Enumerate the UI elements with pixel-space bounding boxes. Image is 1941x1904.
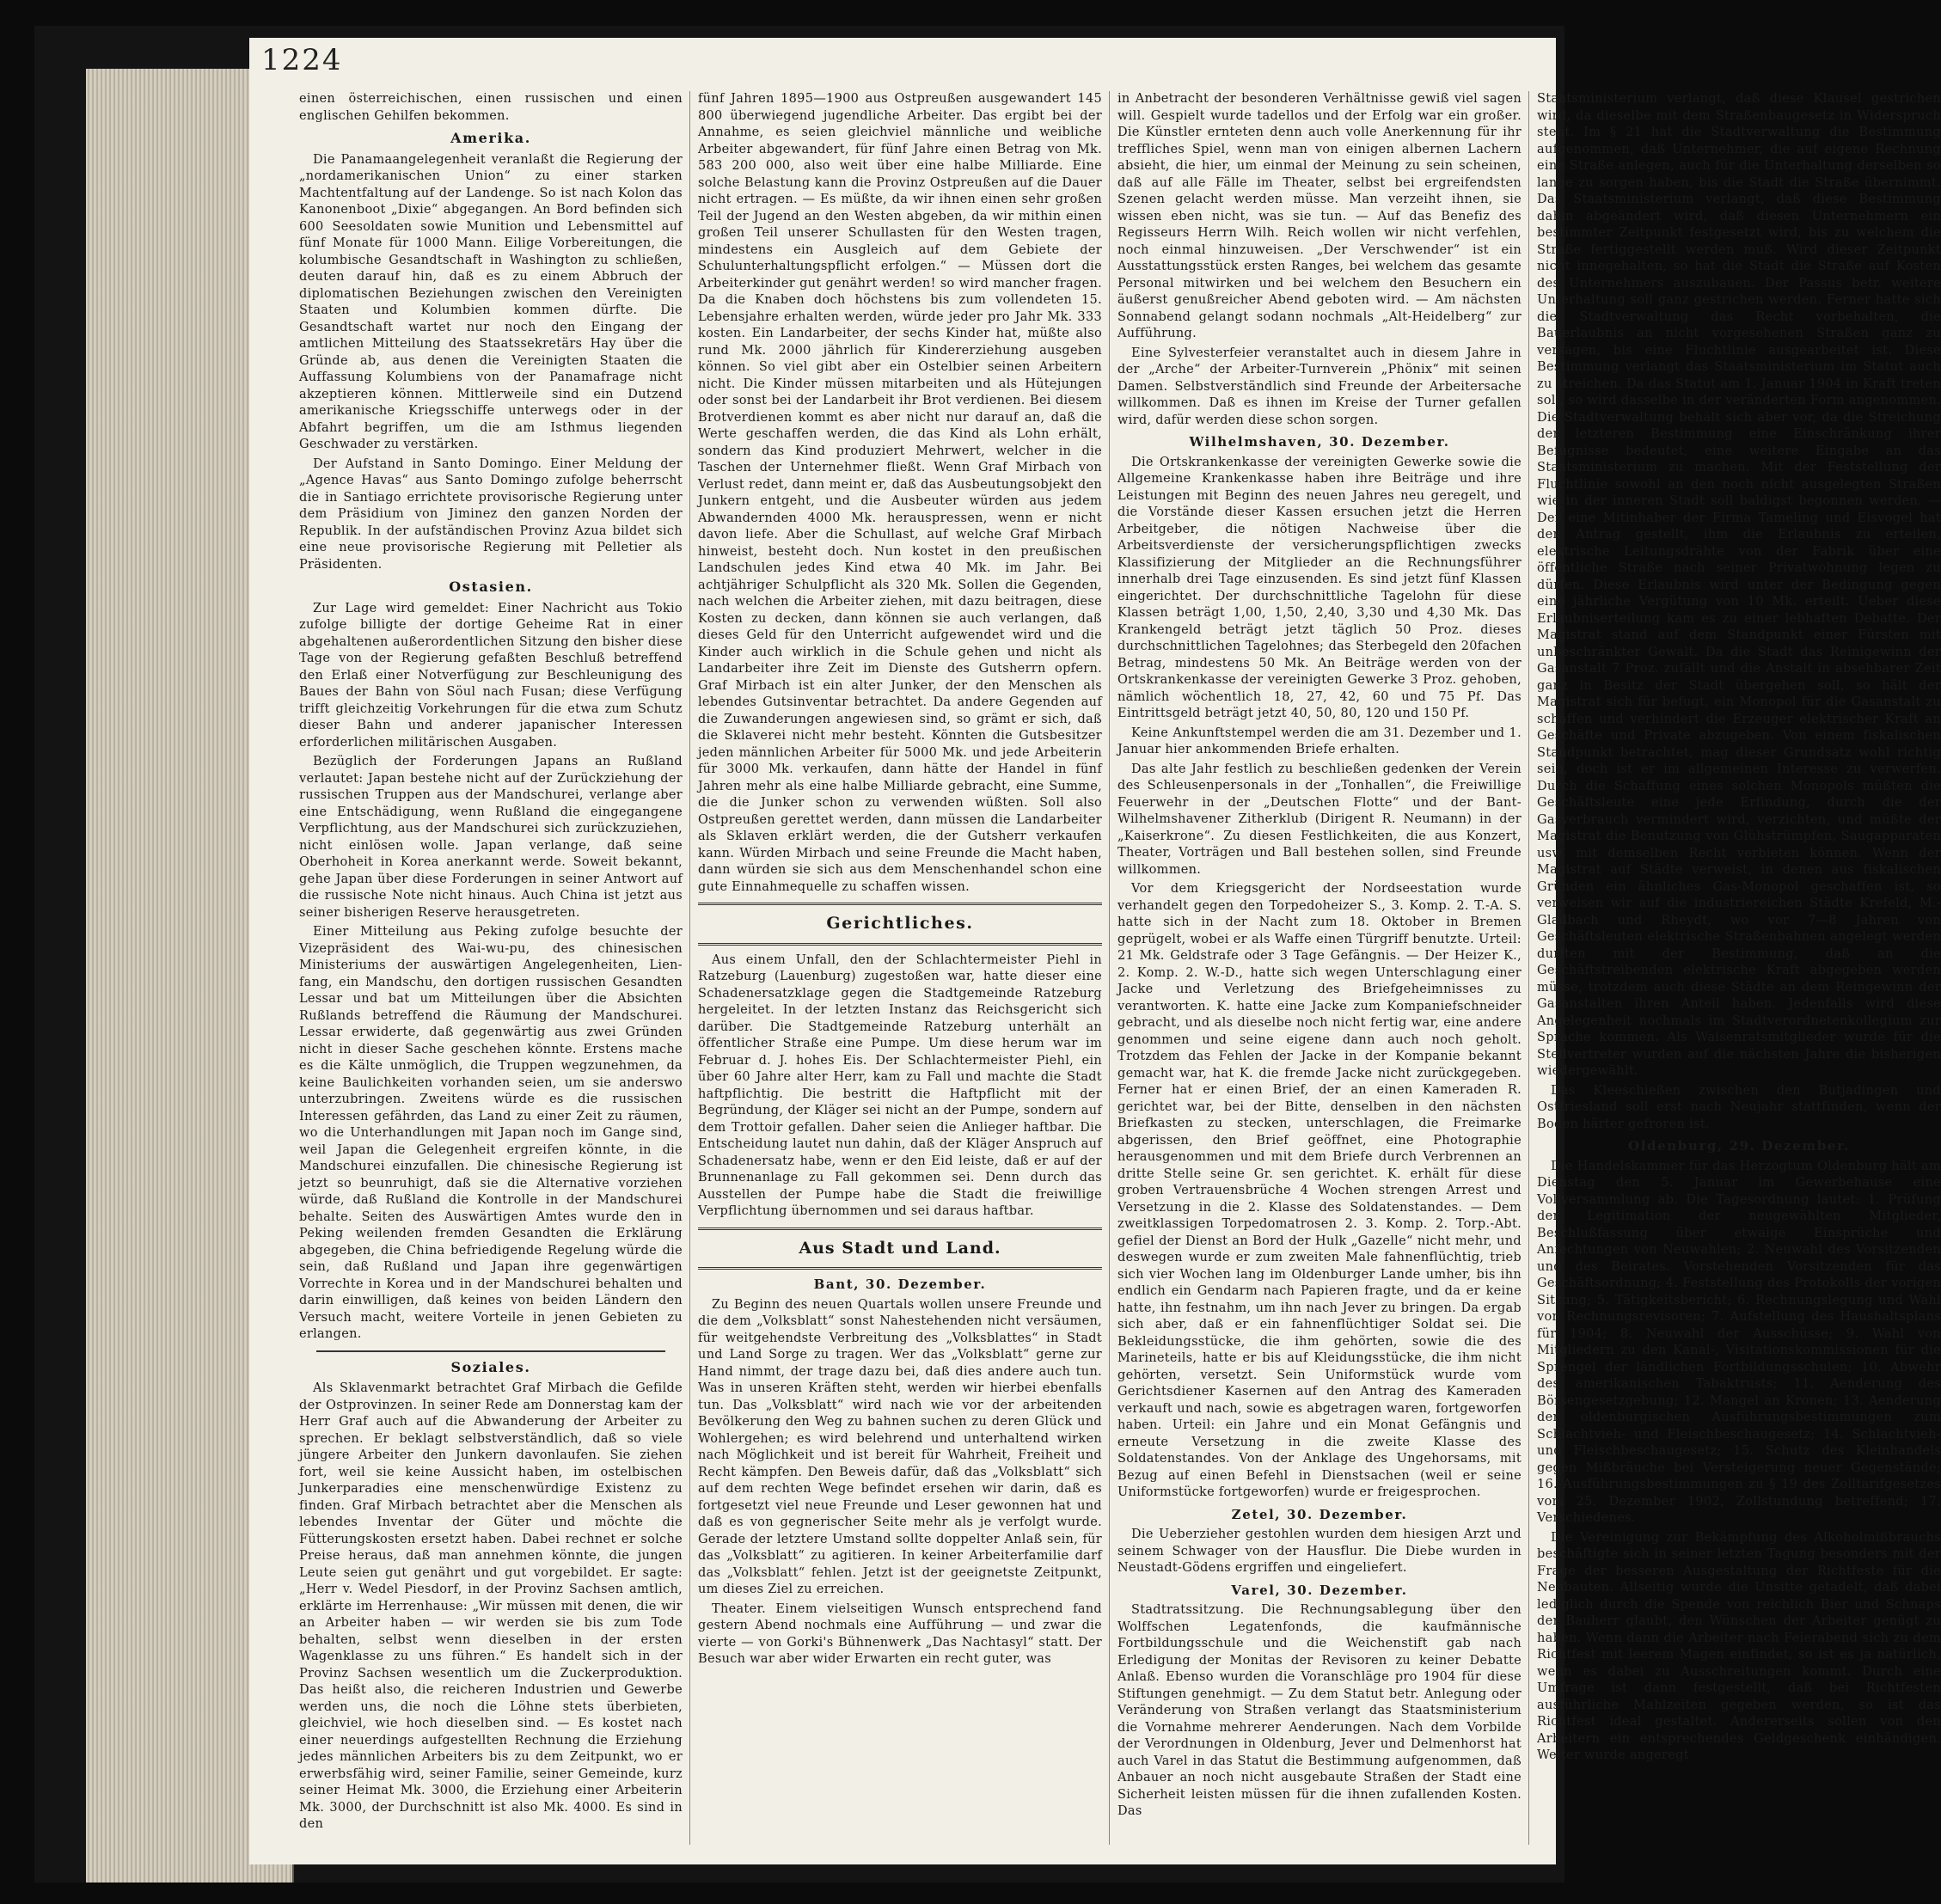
article-paragraph: Die Panamaangelegenheit veranlaßt die Regierung der „nordamerikanischen Union“ zu einer starken Machtentfaltung auf der Landenge. So ist nach Kolon das Kanonenboot „Dixie“ abgegangen. An Bord befinden sich 600 Seesoldaten sowie Munition und Lebensmittel auf fünf Monate für 1000 Mann. Eilige Vorbereitungen, die kolumbische Gesandtschaft in Washington zu schließen, deuten darauf hin, daß es zu einem Abbruch der diplomatischen Beziehungen zwischen den Vereinigten Staaten und Kolumbien kommen dürfte. Die Gesandtschaft wartet nur noch den Eingang der amtlichen Mitteilung des Staatssekretärs Hay über die Gründe ab, aus denen die Vereinigten Staaten die Auffassung Kolumbiens von der Panamafrage nicht akzeptieren können. Mittlerweile sind ein Dutzend amerikanische Kriegsschiffe unterwegs oder in der Abfahrt begriffen, um die am Isthmus liegenden Geschwader zu verstärken. [299,152,683,451]
article-paragraph: Zur Lage wird gemeldet: Einer Nachricht aus Tokio zufolge billigte der dortige Geheime Rat in einer abgehaltenen außerordentlichen Sitzung den bisher diese Tage von der Regierung gefaßten Beschluß betreffend den Erlaß einer Notverfügung zur Beschleunigung des Baues der Bahn von Söul nach Fusan; diese Verfügung trifft gleichzeitig Vorkehrungen für die etwa zum Schutz dieser Bahn und anderer japanischer Interessen erforderlichen militärischen Ausgaben. [299,601,683,750]
dateline: Oldenburg, 29. Dezember. [1628,1138,1850,1154]
article-paragraph: Keine Ankunftstempel werden die am 31. Dezember und 1. Januar hier ankommenden Briefe erhalten. [1117,725,1522,756]
column-3 [1117,91,1522,1845]
page-number: 1224 [261,43,343,77]
column-4 [1537,91,1941,1845]
dateline: Varel, 30. Dezember. [1231,1582,1408,1598]
article-paragraph: in Anbetracht der besonderen Verhältnisse gewiß viel sagen will. Gespielt wurde tadellos und der Erfolg war ein großer. Die Künstler ernteten denn auch volle Anerkennung für ihr treffliches Spiel, wenn man von einigen albernen Lachern absieht, die hier, um einmal der Meinung zu sein scheinen, daß auf alle Fälle im Theater, selbst bei ergreifendsten Szenen gelacht werden müsse. Man verzeiht ihnen, sie wissen eben nicht, was sie tun. — Auf das Benefiz des Regisseurs Herrn Wilh. Reich wollen wir nicht verfehlen, noch einmal hinzuweisen. „Der Verschwender“ ist ein Ausstattungsstück ersten Ranges, bei welchem das gesamte Personal mitwirken und bei welchem den Besuchern ein äußerst genußreicher Abend geboten wird. — Am nächsten Sonnabend gelangt sodann nochmals „Alt-Heidelberg“ zur Aufführung. [1117,92,1522,340]
article-paragraph: fünf Jahren 1895—1900 aus Ostpreußen ausgewandert 145 800 überwiegend jugendliche Arbeiter. Das ergibt bei der Annahme, es seien gleichviel männliche und weibliche Arbeiter abgewandert, für fünf Jahre einen Betrag von Mk. 583 200 000, also weit über eine halbe Milliarde. Eine solche Belastung kann die Provinz Ostpreußen auf die Dauer nicht ertragen. — Es müßte, da wir ihnen einen sehr großen Teil der Jugend an den Westen abgeben, da wir mithin einen großen Teil unserer Schullasten für den Westen tragen, mindestens ein Ausgleich auf dem Gebiete der Schulunterhaltungspflicht erfolgen.“ — Müssen dort die Arbeiterkinder gut genährt werden! so wird mancher fragen. Da die Knaben doch höchstens bis zum vollendeten 15. Lebensjahre erhalten werden, würde jeder pro Jahr Mk. 333 kosten. Ein Landarbeiter, der sechs Kinder hat, müßte also rund Mk. 2000 jährlich für Kindererziehung ausgeben können. So viel gibt aber ein Ostelbier seinen Arbeitern nicht. Die Kinder müssen mitarbeiten und als Hütejungen oder sonst bei der Landarbeit ihr Brot verdienen. Bei diesem Brotverdienen kommt es aber nicht nur darauf an, daß die Werte geschaffen werden, die das Kind als Lohn erhält, sondern das Kind produziert Mehrwert, welcher in die Taschen der Unternehmer fließt. Wenn Graf Mirbach von Verlust redet, dann meint er, daß das Ausbeutungsobjekt den Junkern entgeht, und die Ausbeuter würden aus jedem Abwandernden 4000 Mk. herauspressen, wenn er nicht davon liefe. Aber die Schullast, auf welche Graf Mirbach hinweist, besteht doch. Nun kostet in den preußischen Landschulen jedes Kind etwa 40 Mk. im Jahr. Bei achtjähriger Schulpflicht als 320 Mk. Sollen die Gegenden, nach welchen die Arbeiter ziehen, mit dazu beitragen, diese Kosten zu decken, dann können sie auch verlangen, daß dieses Geld für den Unterricht aufgewendet wird und die Kinder auch wirklich in die Schule gehen und nicht als Landarbeiter ihre Zeit im Dienste des Gutsherrn opfern. Graf Mirbach ist ein alter Junker, der den Menschen als lebendes Gutsinventar betrachtet. Da andere Gegenden auf die Zuwanderungen angewiesen sind, so grämt er sich, daß die Sklaverei nicht mehr besteht. Könnten die Gutsbesitzer jeden männlichen Arbeiter für 5000 Mk. und jede Arbeiterin für 3000 Mk. verkaufen, dann hätte der Handel in fünf Jahren mehr als eine halbe Milliarde gebracht, eine Summe, die die Junker schon zu verwenden wüßten. Soll also Ostpreußen gerettet werden, dann müssen die Landarbeiter als Sklaven erklärt werden, die der Gutsherr verkaufen kann. Würden Mirbach und seine Freunde die Macht haben, dann würden sie sich aus dem Menschenhandel schon eine gute Einnahmequelle zu schaffen wissen. [698,92,1102,894]
dateline: Bant, 30. Dezember. [813,1276,987,1292]
article-paragraph: Die Vereinigung zur Bekämpfung des Alkoholmißbrauchs beschäftigte sich in seiner letzten Tagung besonders mit der Frage der besseren Ausgestaltung der Richtfeste für die Neubauten. Allseitig wurde die Unsitte getadelt, daß dabei lediglich durch die Spende von reichlich Bier und Schnaps der Bauherr glaubt, den Wünschen der Arbeiter genügt zu haben. Wenn dann die Arbeiter nach Feierabend sich zu dem Richtfest mit leerem Magen einfindet, so ist es ja natürlich, wenn es dabei zu Ausschreitungen kommt. Durch eine Umfrage ist dann festgestellt, daß bei Richtfesten ausführliche Mahlzeiten gegeben werden, so ist das Richtfest ideal gestaltet. Andererseits sollen von den Arbeitern ein entsprechendes Geldgeschenk einhändigen. Weiter wurde angeregt [1537,1530,1941,1762]
section-heading-amerika: Amerika. [450,130,531,146]
article-paragraph: Zu Beginn des neuen Quartals wollen unsere Freunde und die dem „Volksblatt“ sonst Nahestehenden nicht versäumen, für weitgehendste Verbreitung des „Volksblattes“ in Stadt und Land Sorge zu tragen. Wer das „Volksblatt“ gerne zur Hand nimmt, der trage dazu bei, daß dies andere auch tun. Was in unseren Kräften steht, werden wir hierbei ebenfalls tun. Das „Volksblatt“ wird nach wie vor der arbeitenden Bevölkerung den Weg zu bahnen suchen zu deren Glück und Wohlergehen; es wird belehrend und unterhaltend wirken nach Möglichkeit und ist bereit für Wahrheit, Freiheit und Recht kämpfen. Den Beweis dafür, daß das „Volksblatt“ sich auf dem rechten Wege befindet ersehen wir darin, daß es fortgesetzt viel neue Freunde und Leser gewonnen hat und daß es von gegnerischer Seite mehr als je verfolgt wurde. Gerade der letztere Umstand sollte doppelter Anlaß sein, für das „Volksblatt“ zu agitieren. In keiner Arbeiterfamilie darf das „Volksblatt“ fehlen. Jetzt ist der geeignetste Zeitpunkt, um dieses Ziel zu erreichen. [698,1297,1102,1596]
article-paragraph: Das alte Jahr festlich zu beschließen gedenken der Verein des Schleusenpersonals in der „Tonhallen“, die Freiwillige Feuerwehr in der „Deutschen Flotte“ und der Bant-Wilhelmshavener Zitherklub (Dirigent R. Neumann) in der „Kaiserkrone“. Zu diesen Festlichkeiten, die aus Konzert, Theater, Vorträgen und Ball bestehen sollen, sind Freunde willkommen. [1117,762,1522,877]
column-2 [698,91,1102,1845]
section-box-gerichtliches [698,903,1102,946]
column-1 [299,91,683,1845]
dateline: Wilhelmshaven, 30. Dezember. [1189,434,1450,450]
article-paragraph: Bezüglich der Forderungen Japans an Rußland verlautet: Japan bestehe nicht auf der Zurückziehung der russischen Truppen aus der Mandschurei, verlange aber eine Entschädigung, wenn Rußland die eingegangene Verpflichtung, aus der Mandschurei sich zurückzuziehen, nicht einlösen wolle. Japan verlange, daß seine Oberhoheit in Korea anerkannt werde. Soweit bekannt, gehe Japan über diese Forderungen in seiner Antwort auf die russische Note nicht hinaus. Auch China ist jetzt aus seiner bisherigen Reserve herausgetreten. [299,755,683,920]
article-paragraph: Als Sklavenmarkt betrachtet Graf Mirbach die Gefilde der Ostprovinzen. In seiner Rede am Donnerstag kam der Herr Graf auch auf die Abwanderung der Arbeiter zu sprechen. Er beklagt selbstverständlich, daß so viele jüngere Arbeiter den Junkern davonlaufen. Sie ziehen fort, weil sie keine Aussicht haben, im ostelbischen Junkerparadies eine menschenwürdige Existenz zu finden. Graf Mirbach betrachtet aber die Menschen als lebendes Inventar der Güter und möchte die Fütterungskosten ersetzt haben. Dabei rechnet er solche Preise heraus, daß man annehmen könnte, die jungen Leute seien gut genährt und gut vorgebildet. Er sagte: „Herr v. Wedel Piesdorf, in der Provinz Sachsen amtlich, erklärte im Herrenhause: „Wir müssen mit denen, die wir an Arbeiter haben — wir werden sie bis zum Tode behalten, selbst wenn dieselben in der ersten Wagenklasse zu uns führen.“ Es handelt sich in der Provinz Sachsen wesentlich um die Zuckerproduktion. Das heißt also, die reicheren Industrien und Gewerbe werden uns, die noch die Löhne stets überbieten, gleichviel, wie hoch dieselben sind. — Es kostet nach einer neuerdings aufgestellten Rechnung die Erziehung jedes männlichen Arbeiters bis zu dem Zeitpunkt, wo er erwerbsfähig wird, seiner Familie, seiner Gemeinde, kurz seiner Heimat Mk. 3000, die Erziehung einer Arbeiterin Mk. 3000, der Durchschnitt ist also Mk. 4000. Es sind in den [299,1381,683,1831]
section-heading-soziales: Soziales. [450,1358,531,1375]
column-rule [1528,91,1529,1845]
lead-text: einen österreichischen, einen russischen und einen englischen Gehilfen bekommen. [299,92,683,123]
column-rule [689,91,690,1845]
newspaper-page [249,38,1941,1864]
column-rule [1109,91,1110,1845]
article-paragraph: Stadtratssitzung. Die Rechnungsablegung über den Wolffschen Legatenfonds, die kaufmännische Fortbildungsschule und die Weichenstift gab nach Erledigung der Monitas der Revisoren zu keiner Debatte Anlaß. Ebenso wurden die Voranschläge pro 1904 für diese Stiftungen genehmigt. — Zu dem Statut betr. Anlegung oder Veränderung von Straßen verlangt das Staatsministerium die Vornahme mehrerer Aenderungen. Nach dem Vorbilde der Verordnungen in Oldenburg, Jever und Delmenhorst hat auch Varel in das Statut die Bestimmung aufgenommen, daß Anbauer an noch nicht ausgebaute Straßen der Stadt eine Sicherheit leisten müssen für die ihnen zufallenden Kosten. Das [1117,1603,1522,1818]
section-heading-gerichtliches: Gerichtliches. [826,914,974,933]
section-box-stadt-und-land [698,1227,1102,1270]
article-paragraph: Eine Sylvesterfeier veranstaltet auch in diesem Jahre in der „Arche“ der Arbeiter-Turnverein „Phönix“ mit seinen Damen. Selbstverständlich sind Freunde der Arbeitersache willkommen. Daß es ihnen im Kreise der Turner gefallen wird, dafür werden diese schon sorgen. [1117,346,1522,427]
article-paragraph: Vor dem Kriegsgericht der Nordseestation wurde verhandelt gegen den Torpedoheizer S., 3. Komp. 2. T.-A. S. hatte sich in der Nacht zum 18. Oktober in Bremen geprügelt, wobei er als Waffe einen Türgriff benutzte. Urteil: 21 Mk. Geldstrafe oder 3 Tage Gefängnis. — Der Heizer K., 2. Komp. 2. W.-D., hatte sich wegen Unterschlagung einer Jacke und Verletzung des Briefgeheimnisses zu verantworten. K. hatte eine Jacke zum Kompaniefschneider gebracht, und als dieselbe noch nicht fertig war, eine andere genommen und seine eigene dann auch noch geholt. Trotzdem das Fehlen der Jacke in der Kompanie bekannt gemacht war, hat K. die fremde Jacke nicht zurückgegeben. Ferner hat er einen Brief, der an einen Kameraden R. gerichtet war, bei der Bitte, denselben in den nächsten Briefkasten zu stecken, unterschlagen, die Freimarke abgerissen, den Brief geöffnet, eine Photographie herausgenommen und mit dem Briefe durch Verbrennen an dritte Stelle seine Gr. sen gerichtet. K. erhält für diese groben Vertrauensbrüche 4 Wochen strengen Arrest und Versetzung in die 2. Klasse des Soldatenstandes. — Dem zweitklassigen Torpedomatrosen 2. 3. Komp. 2. Torp.-Abt. gefiel der Dienst an Bord der Hulk „Gazelle“ nicht mehr, und deswegen wurde er zum zweiten Male fahnenflüchtig, trieb sich vier Wochen lang im Oldenburger Lande umher, bis ihn endlich ein Gendarm nach Papieren fragte, und da er keine hatte, ihn festnahm, um ihn nach Jever zu bringen. Da ergab sich aber, daß er ein fahnenflüchtiger Soldat sei. Die Bekleidungsstücke, die ihm gehörten, sowie die des Marineteils, hatte er bis auf Kleidungsstücke, die ihm nicht gehörten, versetzt. Sein Uniformstück wurde vom Gerichtsdiener Kasernen auf den Antrag des Kameraden verkauft und nach, sowie es abgetragen waren, fortgeworfen haben. Urteil: ein Jahre und ein Monat Gefängnis und erneute Versetzung in die zweite Klasse des Soldatenstandes. Von der Anklage des Ungehorsams, mit Bezug auf einen Befehl in Dienstsachen (weil er seine Uniformstücke fortgeworfen) wurde er freigesprochen. [1117,882,1522,1499]
article-paragraph: Das Kleeschießen zwischen den Butjadingen und Ostfriesland soll erst nach Neujahr stattfinden, wenn der Boden härter gefroren ist. [1537,1083,1941,1131]
section-heading-ostasien: Ostasien. [449,579,533,595]
dateline: Zetel, 30. Dezember. [1231,1506,1408,1522]
section-divider [316,1350,665,1352]
section-heading-stadt-und-land: Aus Stadt und Land. [799,1238,1001,1258]
article-paragraph: Die Ortskrankenkasse der vereinigten Gewerke sowie die Allgemeine Krankenkasse haben ihre Beiträge und ihre Leistungen mit Beginn des neuen Jahres neu geregelt, und die Vorstände dieser Kassen ersuchen jetzt die Herren Arbeitgeber, die nötigen Nachweise über die Arbeitsverdienste der versicherungspflichtigen zwecks Klassifizierung der Mitglieder an die Rechnungsführer innerhalb drei Tage einzusenden. Es sind jetzt fünf Klassen eingerichtet. Der durchschnittliche Tagelohn für diese Klassen beträgt 1,00, 1,50, 2,40, 3,30 und 4,30 Mk. Das Krankengeld beträgt jetzt täglich 50 Proz. dieses durchschnittlichen Tagelohnes; das Sterbegeld den 20fachen Betrag, mindestens 50 Mk. An Beiträge werden von der Ortskrankenkasse der vereinigten Gewerke 3 Proz. gehoben, nämlich wöchentlich 18, 27, 42, 60 und 75 Pf. Das Eintrittsgeld beträgt jetzt 40, 50, 80, 120 und 150 Pf. [1117,455,1522,720]
article-paragraph: Die Handelskammer für das Herzogtum Oldenburg hält am Dienstag den 5. Januar im Gewerbehause eine Vollversammlung ab. Die Tagesordnung lautet: 1. Prüfung der Legitimation der neugewählten Mitglieder, Beschlußfassung über etwaige Einsprüche und Anfechtungen von Neuwahlen; 2. Neuwahl des Vorsitzenden und des Beirates. Vorstehenden Vorsitzenden für das Geschäftsordnung; 4. Feststellung des Protokolls der vorigen Sitzung; 5. Tätigkeitsbericht; 6. Rechnungslegung und Wahl von Rechnungsrevisoren; 7. Aufstellung des Haushaltsplans für 1904; 8. Neuwahl der Ausschüsse; 9. Wahl von Mitgliedern zu den Kanal-, Visitationskommissionen für die Sprengel der ländlichen Fortbildungsschulen; 10. Abwehr des amerikanischen Tabaktrusts; 11. Aenderung des Börsengesetzgebung; 12. Mangel an Kronen; 13. Aenderung der oldenburgischen Ausführungsbestimmungen zum Schlachtvieh- und Fleischbeschaugesetz; 14. Schlachtvieh- und Fleischbeschaugesetz; 15. Schutz des Kleinhandels gegen Mißbräuche bei Versteigerung neuer Gegenstände; 16. Ausführungsbestimmungen zu § 19 des Zolltarifgesetzes vom 25. Dezember 1902, Zollstundung betreffend; 17. Verschiedenes. [1537,1159,1941,1525]
article-paragraph: Der Aufstand in Santo Domingo. Einer Meldung der „Agence Havas“ aus Santo Domingo zufolge beherrscht die in Santiago errichtete provisorische Regierung unter dem Präsidium von Jiminez den ganzen Norden der Republik. In der aufständischen Provinz Azua bildet sich eine neue provisorische Regierung mit Pelletier als Präsidenten. [299,456,683,572]
article-paragraph: Einer Mitteilung aus Peking zufolge besuchte der Vizepräsident des Wai-wu-pu, des chinesischen Ministeriums der auswärtigen Angelegenheiten, Lien-fang, ein Mandschu, den dortigen russischen Gesandten Lessar und bat um Mitteilungen über die Absichten Rußlands betreffend die Räumung der Mandschurei. Lessar erwiderte, daß gegenwärtig aus zwei Gründen nicht in dieser Sache geschehen könnte. Erstens mache es die Kälte unmöglich, die Truppen wegzunehmen, da keine Baulichkeiten vorhanden seien, um sie anderswo unterzubringen. Zweitens würde es die russischen Interessen gefährden, das Land zu einer Zeit zu räumen, wo die Unterhandlungen mit Japan noch im Gange sind, weil Japan die Gelegenheit ergreifen könnte, in die Mandschurei einzufallen. Die chinesische Regierung ist jetzt so beunruhigt, daß sie die Alternative vorziehen würde, daß Rußland die Kontrolle in der Mandschurei behalte. Seiten des Auswärtigen Amtes wurde den in Peking weilenden fremden Gesandten die Erklärung abgegeben, die China befriedigende Regelung würde die sein, daß Rußland und Japan ihre gegenwärtigen Vorrechte in Korea und in der Mandschurei behalten und darin einwilligen, daß keines von beiden Ländern den Versuch macht, weitere Vorteile in jenen Gebieten zu erlangen. [299,925,683,1341]
article-paragraph: Staatsministerium verlangt, daß diese Klausel gestrichen wird, da dieselbe mit dem Straßenbaugesetz in Widerspruch steht. Im § 21 hat die Stadtverwaltung die Bestimmung aufgenommen, daß Unternehmer, die auf eigene Rechnung eine Straße anlegen, auch für die Unterhaltung derselben so lange zu sorgen haben, bis die Stadt die Straße übernimmt. Das Staatsministerium verlangt, daß diese Bestimmung dahin abgeändert wird, daß diesen Unternehmern ein bestimmter Zeitpunkt festgesetzt wird, bis zu welchem die Straße fertiggestellt werden muß. Wird dieser Zeitpunkt nicht innegehalten, so hat die Stadt die Straße auf Kosten des Unternehmers auszubauen. Der Passus betr. weitere Unterhaltung soll ganz gestrichen werden. Ferner hatte sich die Stadtverwaltung das Recht vorbehalten, die Bauerlaubnis an nicht vorgesehenen Straßen ganz zu versagen, bis eine Fluchtlinie ausgearbeitet ist. Diese Bestimmung verlangt das Staatsministerium im Statut auch zu streichen. Da das Statut am 1. Januar 1904 in Kraft treten soll, so wird dasselbe in der veränderten Form angenommen. Die Stadtverwaltung behält sich aber vor, da die Streichung der letzteren Bestimmung eine Einschränkung ihrer Befugnisse bedeutet, eine weitere Eingabe an das Staatsministerium zu machen. Mit der Feststellung der Fluchtlinie sowohl an den noch nicht ausgelegten Straßen wie in der inneren Stadt soll baldigst begonnen werden. — Der eine Mitinhaber der Firma Tameling und Eisvogel hat den Antrag gestellt, ihm die Erlaubnis zu erteilen, elektrische Leitungsdrähte von der Fabrik über eine öffentliche Straße nach seiner Privatwohnung legen zu dürfen. Diese Erlaubnis wird unter der Bedingung gegen eine jährliche Vergütung von 10 Mk. erteilt. Ueber diese Erlaubniserteilung kam es zu einer lebhaften Debatte. Der Magistrat stand auf dem Standpunkt einer Fürsten mit unbeschränkter Gewalt. Da die Stadt das Reinigewinn der Gasanstalt 7 Proz. zufällt und die Anstalt in absehbarer Zeit ganz in Besitz der Stadt übergehen soll, so hält der Magistrat sich für befugt, ein Monopol für die Gasanstalt zu schaffen und verhindert die Erzeuger elektrischer Kraft an Geschäfte und Private abzugeben. Von einem fiskalischen Standpunkt betrachtet, mag dieser Grundsatz wohl richtig sein, doch ist er im allgemeinen Interesse zu verwerfen. Durch die Schaffung eines solchen Monopols müßten die Geschäftsleute eine jede Erfindung, durch die der Gasverbrauch vermindert wird, verzichten, und müßte der Magistrat die Benutzung von Glühstrümpfen, Saugapparaten usw. mit demselben Recht verbieten können. Wenn der Magistrat auf Städte verweist, in denen aus fiskalischen Gründen ein ähnliches Gas-Monopol geschaffen ist, so verweisen wir auf die industriereichen Städte Krefeld, M.-Gladbach und Rheydt, wo vor 7—8 Jahren von Geschäftsleuten elektrische Straßenbahnen angelegt werden durften mit der Bestimmung, daß an die Geschäftstreibenden elektrische Kraft abgegeben werden müsse, trotzdem auch diese Städte an dem Reingewinn der Gasanstalten ihren Anteil haben. Jedenfalls wird diese Angelegenheit nochmals im Stadtverordnetenkollegium zur Sprache kommen. Als Waisenratsmitglieder wurde für die Stellvertreter wurden auf die nächsten Jahre die bisherigen wiedergewählt. [1537,92,1941,1078]
article-paragraph: Aus einem Unfall, den der Schlachtermeister Piehl in Ratzeburg (Lauenburg) zugestoßen war, hatte dieser eine Schadenersatzklage gegen die Stadtgemeinde Ratzeburg hergeleitet. In der letzten Instanz das Reichsgericht sich darüber. Die Stadtgemeinde Ratzeburg unterhält an öffentlicher Straße eine Pumpe. Um diese herum war im Februar d. J. hohes Eis. Der Schlachtermeister Piehl, ein über 60 Jahre alter Herr, kam zu Fall und machte die Stadt haftpflichtig. Die bestritt die Haftpflicht mit der Begründung, der Kläger sei nicht an der Pumpe, sondern auf dem Trottoir gefallen. Daher seien die Anlieger haftbar. Die Entscheidung lautet nun dahin, daß der Kläger Anspruch auf Schadenersatz habe, wenn er den Eid leiste, daß er auf der Brunnenanlage zu Fall gekommen sei. Denn durch das Ausstellen der Pumpe habe die Stadt die freiwillige Verpflichtung übernommen und sei daraus haftbar. [698,952,1102,1218]
article-paragraph: Die Ueberzieher gestohlen wurden dem hiesigen Arzt und seinem Schwager von der Hausflur. Die Diebe wurden in Neustadt-Gödens ergriffen und eingeliefert. [1117,1527,1522,1575]
article-paragraph: Theater. Einem vielseitigen Wunsch entsprechend fand gestern Abend nochmals eine Aufführung — und zwar die vierte — von Gorki's Bühnenwerk „Das Nachtasyl“ statt. Der Besuch war aber wider Erwarten ein recht guter, was [698,1601,1102,1666]
